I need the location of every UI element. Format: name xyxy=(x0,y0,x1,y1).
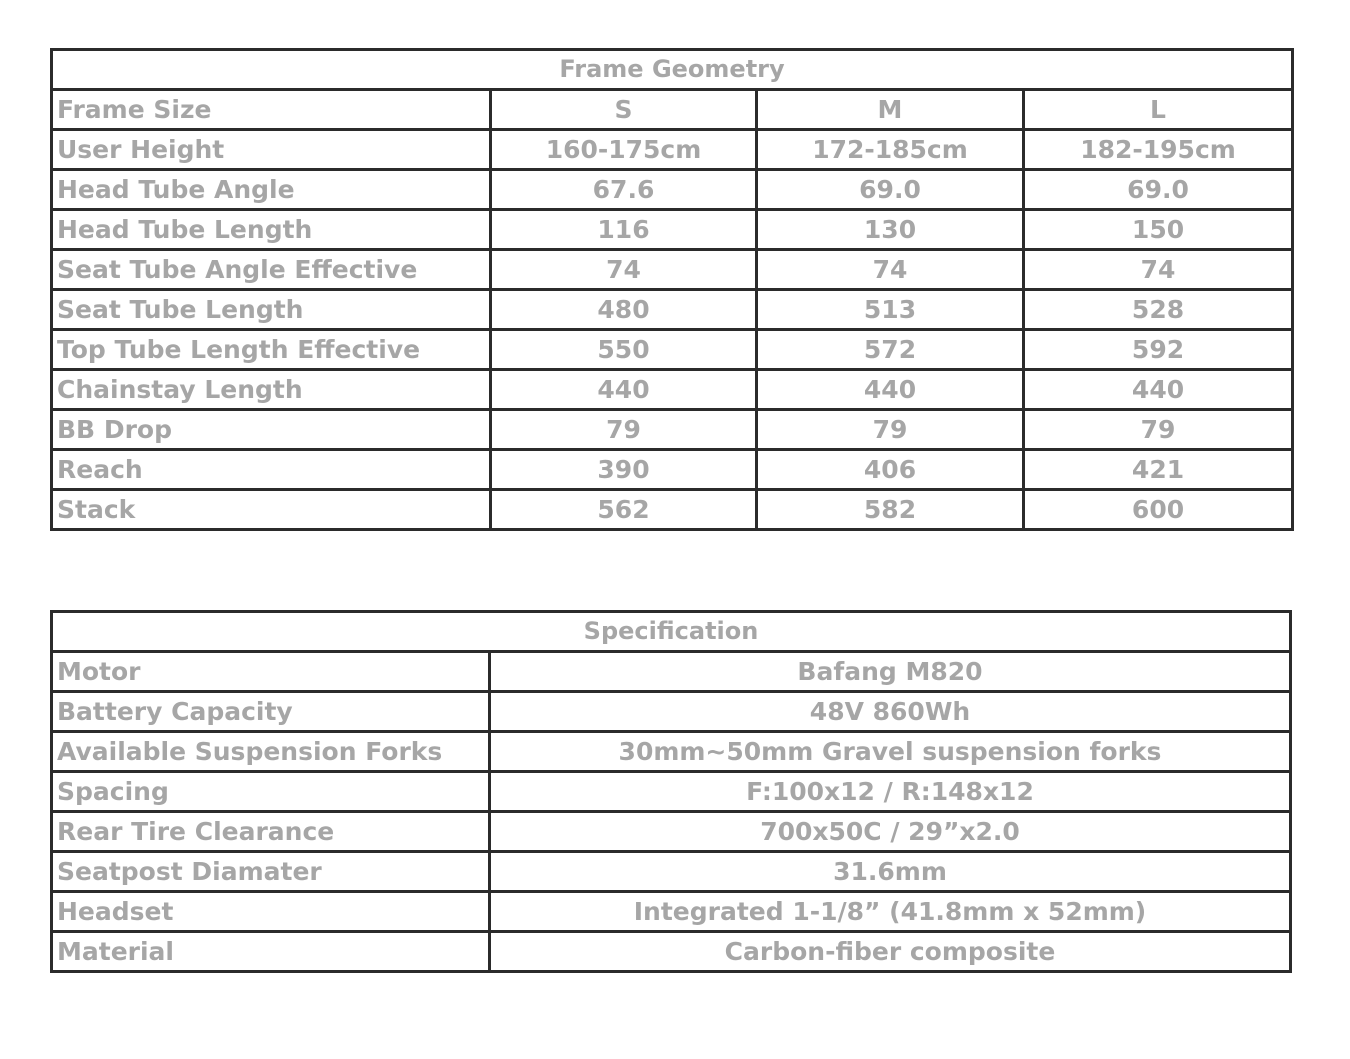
value-s: 562 xyxy=(491,490,757,530)
table-row xyxy=(52,330,1293,370)
table-row xyxy=(52,852,1291,892)
value-l: 150 xyxy=(1024,210,1293,250)
spec-label: Battery Capacity xyxy=(52,692,490,732)
value-l: 592 xyxy=(1024,330,1293,370)
value-s: 116 xyxy=(491,210,757,250)
table-row xyxy=(52,210,1293,250)
size-l-header: L xyxy=(1024,90,1293,130)
value-s: 390 xyxy=(491,450,757,490)
frame-size-label: Frame Size xyxy=(52,90,491,130)
row-label: Head Tube Angle xyxy=(52,170,491,210)
row-label: Reach xyxy=(52,450,491,490)
table-row xyxy=(52,732,1291,772)
spec-value: Integrated 1-1/8” (41.8mm x 52mm) xyxy=(490,892,1291,932)
size-s-header: S xyxy=(491,90,757,130)
table-row xyxy=(52,410,1293,450)
spec-label: Rear Tire Clearance xyxy=(52,812,490,852)
value-m: 74 xyxy=(757,250,1024,290)
row-label: Stack xyxy=(52,490,491,530)
table-row xyxy=(52,932,1291,972)
spec-title-row xyxy=(52,612,1291,652)
table-row xyxy=(52,290,1293,330)
frame-geometry-table xyxy=(50,48,1294,531)
value-s: 74 xyxy=(491,250,757,290)
table-row xyxy=(52,450,1293,490)
value-s: 79 xyxy=(491,410,757,450)
spec-label: Spacing xyxy=(52,772,490,812)
spec-value: Bafang M820 xyxy=(490,652,1291,692)
specification-table xyxy=(50,610,1292,973)
value-l: 421 xyxy=(1024,450,1293,490)
value-l: 79 xyxy=(1024,410,1293,450)
table-row xyxy=(52,652,1291,692)
value-m: 69.0 xyxy=(757,170,1024,210)
table-row xyxy=(52,812,1291,852)
value-l: 440 xyxy=(1024,370,1293,410)
value-m: 406 xyxy=(757,450,1024,490)
value-s: 67.6 xyxy=(491,170,757,210)
geometry-title: Frame Geometry xyxy=(52,50,1293,90)
spec-label: Available Suspension Forks xyxy=(52,732,490,772)
spec-label: Seatpost Diamater xyxy=(52,852,490,892)
value-m: 513 xyxy=(757,290,1024,330)
spec-value: 48V 860Wh xyxy=(490,692,1291,732)
spec-value: F:100x12 / R:148x12 xyxy=(490,772,1291,812)
table-row xyxy=(52,490,1293,530)
value-l: 600 xyxy=(1024,490,1293,530)
geometry-header-row xyxy=(52,90,1293,130)
spec-value: 31.6mm xyxy=(490,852,1291,892)
row-label: Top Tube Length Effective xyxy=(52,330,491,370)
spec-value: 30mm~50mm Gravel suspension forks xyxy=(490,732,1291,772)
value-m: 79 xyxy=(757,410,1024,450)
value-s: 160-175cm xyxy=(491,130,757,170)
value-l: 74 xyxy=(1024,250,1293,290)
value-s: 550 xyxy=(491,330,757,370)
value-l: 182-195cm xyxy=(1024,130,1293,170)
table-row xyxy=(52,250,1293,290)
row-label: BB Drop xyxy=(52,410,491,450)
table-row xyxy=(52,170,1293,210)
value-m: 130 xyxy=(757,210,1024,250)
spec-label: Motor xyxy=(52,652,490,692)
table-row xyxy=(52,772,1291,812)
table-row xyxy=(52,130,1293,170)
row-label: User Height xyxy=(52,130,491,170)
row-label: Chainstay Length xyxy=(52,370,491,410)
row-label: Seat Tube Length xyxy=(52,290,491,330)
table-row xyxy=(52,370,1293,410)
table-row xyxy=(52,892,1291,932)
value-l: 69.0 xyxy=(1024,170,1293,210)
value-s: 480 xyxy=(491,290,757,330)
row-label: Head Tube Length xyxy=(52,210,491,250)
row-label: Seat Tube Angle Effective xyxy=(52,250,491,290)
size-m-header: M xyxy=(757,90,1024,130)
value-l: 528 xyxy=(1024,290,1293,330)
value-m: 440 xyxy=(757,370,1024,410)
spec-label: Material xyxy=(52,932,490,972)
value-m: 172-185cm xyxy=(757,130,1024,170)
value-m: 582 xyxy=(757,490,1024,530)
spec-title: Specification xyxy=(52,612,1291,652)
table-row xyxy=(52,692,1291,732)
value-s: 440 xyxy=(491,370,757,410)
spec-value: Carbon-fiber composite xyxy=(490,932,1291,972)
spec-value: 700x50C / 29”x2.0 xyxy=(490,812,1291,852)
spec-label: Headset xyxy=(52,892,490,932)
value-m: 572 xyxy=(757,330,1024,370)
geometry-title-row xyxy=(52,50,1293,90)
